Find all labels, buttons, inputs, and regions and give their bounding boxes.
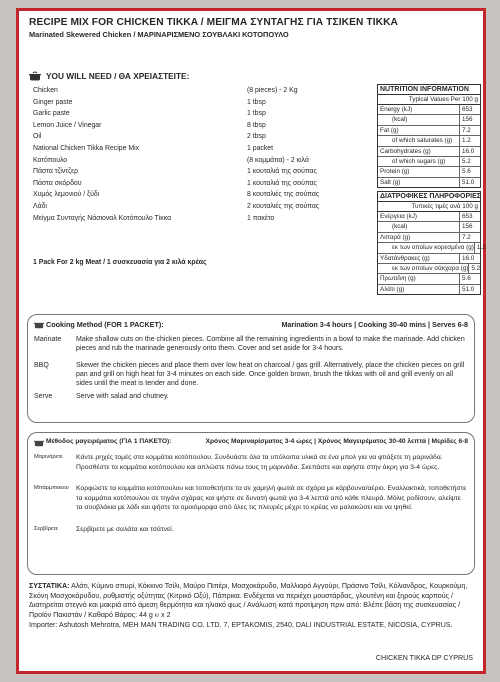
- nutrition-row: [378, 178, 480, 187]
- nutrition-row: [378, 264, 480, 274]
- nutrition-title: NUTRITION INFORMATION: [378, 85, 480, 95]
- nutrition-table-en: [377, 84, 481, 188]
- cooking-pot-icon: [34, 320, 44, 329]
- nutrient-label: Αλάτι (g): [380, 285, 405, 293]
- recipe-title: RECIPE MIX FOR CHICKEN TIKKA / ΜΕΙΓΜΑ ΣΥΝΤΑΓΗΣ ΓΙΑ ΤΣΙΚΕΝ ΤΙΚΚΑ: [29, 17, 399, 28]
- ingredient-qty: 2 tbsp: [247, 133, 266, 141]
- nutrient-value: 51.0: [459, 178, 480, 187]
- nutrient-value: 156: [459, 222, 480, 231]
- ingredient-row: [33, 215, 373, 227]
- ingredient-qty: 1 packet: [247, 144, 274, 152]
- nutrition-row: [378, 212, 480, 222]
- nutrient-value: 5.6: [459, 274, 480, 283]
- nutrition-per: Τυπικές τιμές ανά 100 g: [378, 202, 480, 212]
- nutrition-title: ΔΙΑΤΡΟΦΙΚΕΣ ΠΛΗΡΟΦΟΡΙΕΣ: [380, 193, 481, 200]
- step-text: Skewer the chicken pieces and place them over low heat on charcoal / gas grill. Alternatively, place the chicken pieces on grill pan and grill on high heat for 3-4 minutes on each side. Once golden brown, brush the tikkas with oil and grill evenly on all sides until the meat is tender and done.: [76, 362, 465, 388]
- nutrition-row: [378, 233, 480, 243]
- nutrient-value: 5.6: [459, 167, 480, 176]
- ingredient-qty: 1 κουταλιά της σούπας: [247, 168, 317, 176]
- ingredient-name: Lemon Juice / Vinegar: [33, 121, 102, 129]
- ingredient-qty: 1 tbsp: [247, 98, 266, 106]
- ingredient-qty: 1 κουταλιά της σούπας: [247, 179, 317, 187]
- nutrient-value: 1.2: [474, 243, 486, 252]
- nutrient-label: Υδατάνθρακες (g): [380, 254, 430, 262]
- ingredient-name: Μείγμα Συνταγής Νάσιοναλ Κοτόπουλο Τίκκα: [33, 214, 172, 222]
- ingredient-qty: 1 πακέτο: [247, 214, 275, 222]
- nutrition-row: [378, 147, 480, 157]
- ingredient-row: [33, 122, 373, 134]
- ingredient-qty: 1 tbsp: [247, 110, 266, 118]
- ingredient-row: [33, 203, 373, 215]
- nutrient-label: Ενέργεια (kJ): [380, 213, 417, 220]
- nutrient-label: of which sugars (g): [392, 157, 446, 165]
- nutrient-label: (kcal): [392, 223, 408, 231]
- nutrient-label: Λιπαρά (g): [380, 233, 411, 241]
- nutrition-table-gr: [377, 191, 486, 295]
- ingredient-qty: 8 κουταλιές της σούπας: [247, 191, 320, 199]
- nutrient-value: 5.2: [459, 157, 480, 166]
- nutrition-row: [378, 285, 480, 294]
- ingredient-row: [33, 99, 373, 111]
- nutrient-value: 5.2: [468, 264, 480, 273]
- you-will-need-label: YOU WILL NEED / ΘΑ ΧΡΕΙΑΣΤΕΙΤΕ:: [46, 71, 190, 81]
- nutrient-value: 7.2: [459, 126, 480, 135]
- nutrient-label: εκ των οποίων κορεσμένα (g): [392, 244, 474, 252]
- ingredient-name: Oil: [33, 133, 42, 141]
- ingredient-name: Chicken: [33, 87, 58, 94]
- ingredient-row: [33, 168, 373, 180]
- nutrition-row: [378, 243, 486, 253]
- method-summary: Marination 3-4 hours | Cooking 30-40 mins | Serves 6-8: [281, 320, 468, 329]
- ingredient-name: Ginger paste: [33, 98, 73, 106]
- nutrition-row: [378, 254, 480, 264]
- step-text: Σερβίρετε με σαλάτα και τσάτνεϊ.: [76, 526, 174, 533]
- nutrient-value: 51.0: [459, 285, 480, 294]
- pack-serving-note: 1 Pack For 2 kg Meat / 1 συσκευασία για 2 κιλά κρέας: [33, 259, 207, 266]
- nutrient-label: (kcal): [392, 116, 408, 124]
- method-title: Μέθοδος μαγειρέματος (ΓΙΑ 1 ΠΑΚΕΤΟ):: [46, 438, 172, 445]
- ingredient-row: [33, 133, 373, 145]
- nutrition-row: [378, 274, 480, 284]
- ingredient-qty: (8 pieces) - 2 Kg: [247, 87, 298, 94]
- nutrient-label: of which saturates (g): [392, 137, 453, 145]
- ingredient-qty: (8 κομμάτια) - 2 κιλά: [247, 156, 309, 164]
- ingredient-row: [33, 180, 373, 192]
- ingredient-row: [33, 157, 373, 169]
- ingredient-row: [33, 87, 373, 99]
- nutrient-label: Fat (g): [380, 126, 399, 134]
- ingredient-qty: 8 tbsp: [247, 121, 266, 129]
- ingredient-row: [33, 145, 373, 157]
- method-summary: Χρόνος Μαριναρίσματος 3-4 ώρες | Χρόνος Μαγειρέματος 30-40 λεπτά | Μερίδες 6-8: [205, 438, 468, 445]
- nutrition-row: [378, 126, 480, 136]
- nutrition-row: [378, 136, 480, 146]
- ingredient-name: Κοτόπουλο: [33, 156, 68, 164]
- ingredient-name: Πάστα τζίντζερ: [33, 168, 79, 176]
- nutrient-value: 156: [459, 115, 480, 124]
- nutrient-label: Salt (g): [380, 178, 401, 186]
- ingredient-name: Garlic paste: [33, 110, 70, 118]
- nutrient-label: Carbohydrates (g): [380, 147, 431, 155]
- step-text: Serve with salad and chutney.: [76, 393, 169, 400]
- step-text: Κορφώστε τα κομμάτια κοτόπουλου και τοποθετήστε τα σε χαμηλή φωτιά σε σχάρα με κάρβουνα/αέριο. Εναλλακτικά, τοποθετήστε τα κομμάτια κοτόπουλου σε τηγάνι σχάρας και ψήστε σε δυνατή φωτιά για 3-4 λεπτά από κάθε πλευρά. Μόλις ροδίσουν, αλείψτε τα σουβλάκια με λάδι και ψήστε τα ομοιόμορφα από όλες τις πλευρές μέχρι το κρέας να μαλακώσει και να ψηθεί.: [76, 485, 467, 512]
- nutrient-label: Energy (kJ): [380, 106, 413, 113]
- ingredient-list: [33, 87, 373, 226]
- nutrition-row: [378, 157, 480, 167]
- nutrient-value: 653: [459, 212, 480, 221]
- step-text: Make shallow cuts on the chicken pieces. Combine all the remaining ingredients in a bowl to make the marinade. Add chicken pieces and rub the marinade generously onto them. Cover and set aside for 3-4 hours.: [76, 336, 465, 353]
- step-key: Serve: [34, 393, 53, 400]
- nutrient-label: εκ των οποίων σάκχαρα (g): [392, 264, 469, 272]
- product-code: CHICKEN TIKKA DP CYPRUS: [375, 654, 473, 662]
- recipe-subtitle: Marinated Skewered Chicken / ΜΑΡΙΝΑΡΙΣΜΕΝΟ ΣΟΥΒΛΑΚΙ ΚΟΤΟΠΟΥΛΟ: [29, 30, 289, 39]
- ingredient-name: Χυμός λεμονιού / ξύδι: [33, 191, 100, 199]
- step-text: Κάντε ρηχές τομές στα κομμάτια κοτόπουλου. Συνδυάστε όλα τα υπόλοιπα υλικά σε ένα μπολ για να φτιάξετε τη μαρινάδα. Προσθέστε τα κομμάτια κοτόπουλου και απλώστε πάνω τους τη μαρινάδα. Σκεπάστε και αφήστε στην άκρη για 3-4 ώρες.: [76, 454, 443, 471]
- step-key: Μπάρμπεκιου: [34, 485, 69, 491]
- ingredient-name: National Chicken Tikka Recipe Mix: [33, 144, 140, 152]
- importer-info: Importer: Ashutosh Mehrotra, MEH MAN TRADING CO. LTD. 7, EPTAKOMIS, 2540, DALI INDUSTRIAL ESTATE, NICOSIA, CYPRUS.: [29, 621, 453, 629]
- ingredients-text: Αλάτι, Κύμινο σπυρί, Κόκκινο Τσίλι, Μαύρο Πιπέρι, Μοσχοκάρυδο, Μαλλιαρό Αγγούρι, Πράσινο Τσίλι, Κόλιανδρος, Κουρκούμη, Σκόνη Μοσχοκάρυδου, ρυθμιστής οξύτητας (Κιτρικό Οξύ), Πάπρικα.: [29, 582, 468, 600]
- allergen-storage-text: Ενδέχεται να περιέχει μουστάρδας, γλουτένη και ξηρούς καρπούς / Διατηρείται στεγνό και μακριά από άμεση θερμότητα και ηλιακό φως / Ανάλωση κατά προτίμηση πριν από: Βλέπε βάση της συσκευασίας / Προϊόν Πακιστάν / Καθαρό Βάρος: 44 g ℮ x 2: [29, 591, 461, 620]
- nutrient-value: 7.2: [459, 233, 480, 242]
- cooking-pot-icon: [34, 438, 44, 447]
- method-title: Cooking Method (FOR 1 PACKET):: [46, 320, 164, 329]
- nutrition-row: [378, 167, 480, 177]
- method-header: [34, 438, 468, 448]
- nutrient-value: 1.2: [459, 136, 480, 145]
- method-header: [34, 320, 468, 330]
- nutrient-label: Protein (g): [380, 168, 410, 176]
- cooking-method-en: [27, 314, 475, 423]
- ingredient-row: [33, 110, 373, 122]
- nutrition-per: Typical Values Per 100 g: [378, 95, 480, 105]
- nutrition-row: [378, 115, 480, 125]
- nutrient-value: 653: [459, 105, 480, 114]
- ingredients-declaration: [29, 582, 481, 621]
- ingredient-row: [33, 191, 373, 203]
- step-key: Σερβίρετε: [34, 526, 58, 532]
- nutrition-row: [378, 222, 480, 232]
- ingredient-qty: 2 κουταλιές της σούπας: [247, 202, 320, 210]
- step-key: BBQ: [34, 362, 49, 369]
- you-will-need-heading: [29, 71, 189, 81]
- nutrient-value: 16.0: [459, 147, 480, 156]
- step-key: Μαρινάρετε: [34, 454, 63, 460]
- nutrition-row: [378, 105, 480, 115]
- cooking-pot-icon: [29, 71, 41, 81]
- cooking-method-gr: [27, 432, 475, 575]
- nutrient-label: Πρωτεΐνη (g): [380, 275, 416, 283]
- nutrient-value: 16.0: [459, 254, 480, 263]
- ingredients-label: ΣΥΣΤΑΤΙΚΑ:: [29, 582, 70, 590]
- package-back-panel: [16, 8, 486, 674]
- ingredient-name: Πάστα σκόρδου: [33, 179, 82, 187]
- step-key: Marinate: [34, 336, 62, 343]
- ingredient-name: Λάδι: [33, 202, 47, 210]
